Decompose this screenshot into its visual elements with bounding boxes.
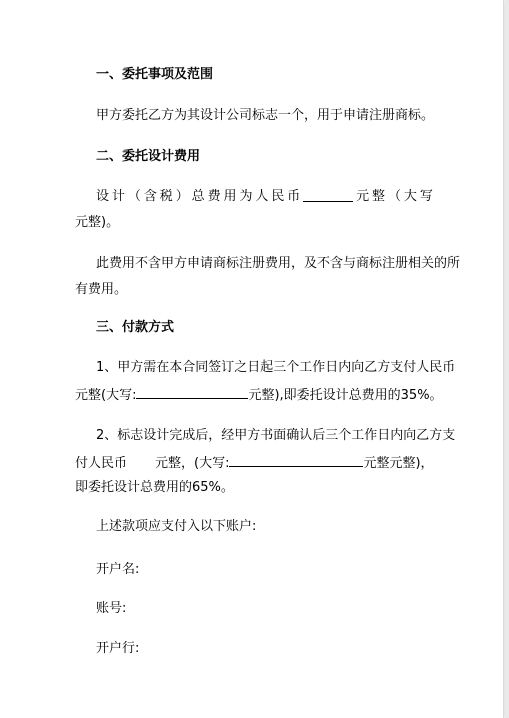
- section-3-heading: 三、付款方式: [96, 320, 175, 335]
- account-number-label: 账号:: [96, 601, 127, 616]
- exclusion-line-2: 有费用。: [75, 282, 128, 297]
- section-1-heading: 一、委托事项及范围: [96, 67, 214, 82]
- fee-char: 税: [159, 189, 173, 204]
- item-1-text-a: 元整(大写:: [75, 388, 137, 403]
- fee-char: 总: [191, 189, 205, 204]
- fee-char: 币: [287, 189, 301, 204]
- fee-char: 元: [356, 189, 370, 204]
- item-1-amount-blank: [136, 386, 248, 399]
- section-2-heading: 二、委托设计费用: [96, 149, 201, 164]
- item-2-amount-blank: [229, 454, 363, 467]
- item-2-text-c: 元整元整)，: [363, 456, 434, 471]
- fee-char: 整: [372, 189, 386, 204]
- fee-char: 写: [419, 189, 433, 204]
- payment-item-2-line-2: [75, 454, 434, 472]
- fee-char: 设: [96, 189, 110, 204]
- item-2-text-a: 付人民币: [75, 456, 128, 471]
- account-name-label: 开户名:: [96, 562, 140, 577]
- account-intro: 上述款项应支付入以下账户:: [96, 519, 257, 534]
- payment-item-1-line-1: 1、甲方需在本合同签订之日起三个工作日内向乙方支付人民币: [96, 360, 456, 375]
- item-1-text-b: 元整),即委托设计总费用的35%。: [248, 388, 443, 403]
- payment-item-1-line-2: [75, 386, 443, 404]
- fee-char: 大: [403, 189, 417, 204]
- fee-char: （: [127, 189, 141, 204]
- fee-char: 计: [111, 189, 125, 204]
- account-bank-label: 开户行:: [96, 641, 140, 656]
- fee-line-end: 元整)。: [75, 215, 120, 230]
- page-edge-shadow: [505, 0, 509, 718]
- fee-line: [96, 189, 433, 205]
- fee-char: 费: [207, 189, 221, 204]
- section-1-body: 甲方委托乙方为其设计公司标志一个，用于申请注册商标。: [96, 108, 435, 123]
- fee-char: ）: [175, 189, 189, 204]
- exclusion-line-1: 此费用不含甲方申请商标注册费用，及不含与商标注册相关的所: [96, 256, 461, 271]
- item-2-text-b: 元整，(大写:: [155, 456, 230, 471]
- fee-char: 为: [239, 189, 253, 204]
- fee-char: 民: [271, 189, 285, 204]
- fee-char: 含: [143, 189, 157, 204]
- fee-char: 人: [255, 189, 269, 204]
- fee-amount-blank: [303, 189, 353, 202]
- payment-item-2-line-1: 2、标志设计完成后，经甲方书面确认后三个工作日内向乙方支: [96, 428, 456, 443]
- fee-char: 用: [223, 189, 237, 204]
- fee-char: （: [387, 189, 401, 204]
- payment-item-2-line-3: 即委托设计总费用的65%。: [75, 480, 234, 495]
